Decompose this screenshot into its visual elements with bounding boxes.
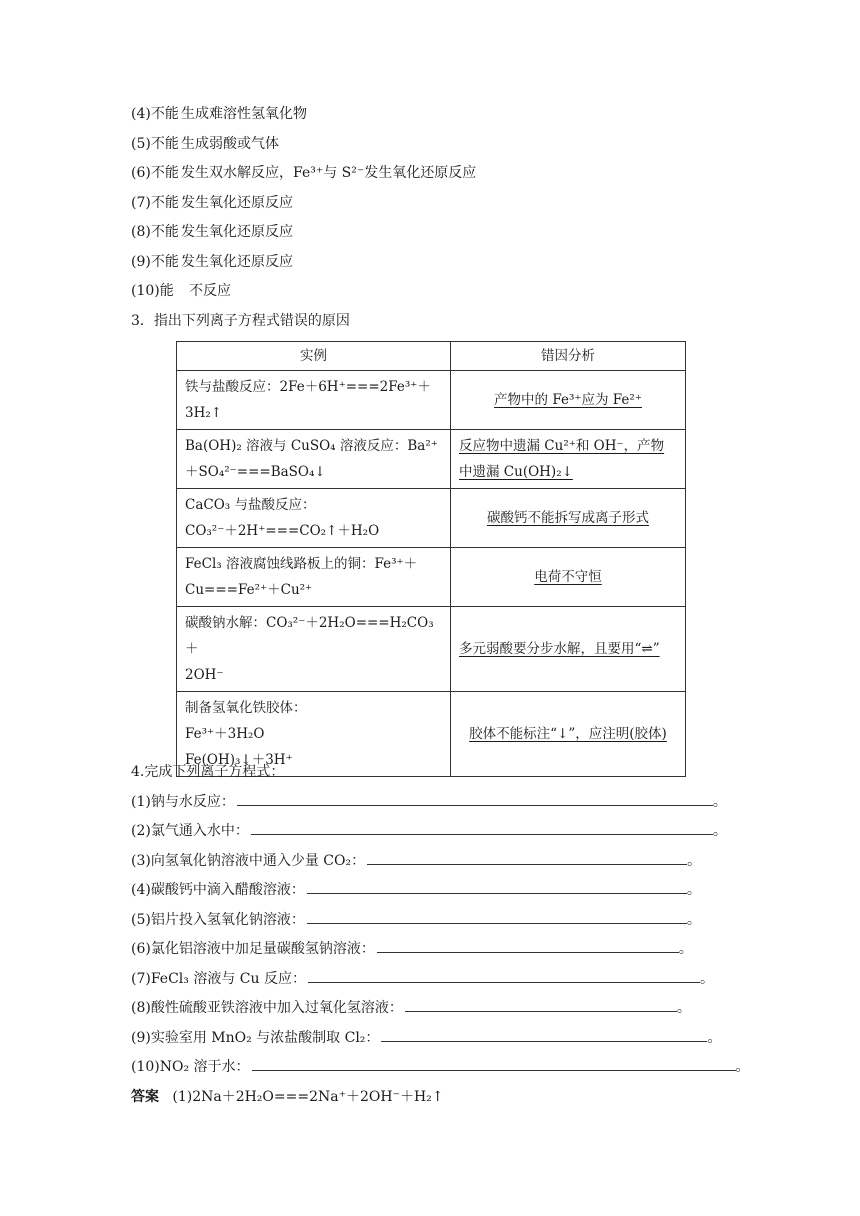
q4-item xyxy=(131,876,751,906)
analysis-cell xyxy=(451,430,686,489)
q2-text: 生成弱酸或气体 xyxy=(181,135,279,152)
analysis-text: 电荷不守恒 xyxy=(534,569,602,585)
example-line: 2OH⁻ xyxy=(185,667,224,683)
q2-text: 发生氧化还原反应 xyxy=(181,194,293,211)
q2-answer-list xyxy=(131,100,731,307)
q2-tag: (6)不能 xyxy=(131,165,179,181)
q2-tag: (9)不能 xyxy=(131,253,179,270)
example-line: 3H₂↑ xyxy=(185,405,223,421)
q2-text: 发生氧化还原反应 xyxy=(181,253,293,270)
q4-period: 。 xyxy=(686,882,701,898)
q2-text: 发生双水解反应，Fe³⁺与 S²⁻发生氧化还原反应 xyxy=(181,165,477,181)
analysis-text: 反应物中遗漏 Cu²⁺和 OH⁻，产物中遗漏 Cu(OH)₂↓ xyxy=(459,438,665,480)
answer-blank[interactable] xyxy=(252,1054,736,1071)
q4-prompt: (9)实验室用 MnO₂ 与浓盐酸制取 Cl₂： xyxy=(131,1029,380,1046)
answer-blank[interactable] xyxy=(405,995,677,1012)
answer-blank[interactable] xyxy=(251,818,713,835)
example-cell xyxy=(177,489,451,548)
error-analysis-table xyxy=(176,341,686,777)
answer-blank[interactable] xyxy=(377,936,679,953)
q4-section xyxy=(131,758,751,1112)
q4-title: 4.完成下列离子方程式： xyxy=(131,764,285,780)
analysis-cell xyxy=(451,489,686,548)
example-line: CO₃²⁻＋2H⁺===CO₂↑＋H₂O xyxy=(185,523,380,539)
q4-prompt: (5)铝片投入氢氧化钠溶液： xyxy=(131,911,305,928)
q4-period: 。 xyxy=(687,852,702,869)
answer-blank[interactable] xyxy=(237,789,713,806)
q4-prompt: (8)酸性硫酸亚铁溶液中加入过氧化氢溶液： xyxy=(131,1000,403,1016)
q4-prompt: (1)钠与水反应： xyxy=(131,793,235,810)
example-line: 铁与盐酸反应：2Fe＋6H⁺===2Fe³⁺＋ xyxy=(185,379,431,395)
answer-blank[interactable] xyxy=(307,907,687,924)
q4-prompt: (3)向氢氧化钠溶液中通入少量 CO₂： xyxy=(131,852,366,869)
example-line: FeCl₃ 溶液腐蚀线路板上的铜：Fe³⁺＋ xyxy=(185,556,418,572)
q4-item xyxy=(131,847,751,877)
header-analysis: 错因分析 xyxy=(451,342,686,371)
example-line: ＋SO₄²⁻===BaSO₄↓ xyxy=(185,464,326,480)
analysis-text: 多元弱酸要分步水解，且要用“⇌” xyxy=(459,641,660,657)
example-line: Cu===Fe²⁺＋Cu²⁺ xyxy=(185,582,313,598)
q2-tag: (7)不能 xyxy=(131,194,179,211)
example-line: 制备氢氧化铁胶体： xyxy=(185,700,307,716)
example-cell xyxy=(177,430,451,489)
analysis-cell xyxy=(451,607,686,692)
example-line: 碳酸钠水解：CO₃²⁻＋2H₂O===H₂CO₃＋ xyxy=(185,615,434,657)
example-line: Fe³⁺＋3H₂O xyxy=(185,726,265,742)
analysis-cell xyxy=(451,371,686,430)
q2-tag: (10)能 xyxy=(131,283,174,299)
q2-text: 发生氧化还原反应 xyxy=(181,224,293,240)
q4-item xyxy=(131,1053,751,1083)
table-row xyxy=(177,371,686,430)
answer-blank[interactable] xyxy=(381,1025,707,1042)
q4-period: 。 xyxy=(707,1029,722,1046)
q4-prompt: (7)FeCl₃ 溶液与 Cu 反应： xyxy=(131,970,306,987)
q4-item xyxy=(131,965,751,995)
example-cell xyxy=(177,548,451,607)
q4-period: 。 xyxy=(699,970,714,987)
table-row xyxy=(177,607,686,692)
table-header-row xyxy=(177,342,686,371)
example-cell xyxy=(177,607,451,692)
q4-item xyxy=(131,906,751,936)
analysis-text: 碳酸钙不能拆写成离子形式 xyxy=(487,510,649,526)
header-example: 实例 xyxy=(177,342,451,371)
q2-item xyxy=(131,248,731,278)
q4-period: 。 xyxy=(676,1000,691,1016)
document-page xyxy=(131,100,750,1105)
q4-period: 。 xyxy=(678,941,693,957)
example-line: CaCO₃ 与盐酸反应： xyxy=(185,497,316,513)
q4-item xyxy=(131,935,751,965)
q4-item xyxy=(131,817,751,847)
q4-period: 。 xyxy=(735,1059,750,1075)
table-row xyxy=(177,430,686,489)
q2-text: 生成难溶性氢氧化物 xyxy=(181,106,307,122)
q2-item xyxy=(131,159,731,189)
q4-prompt: (4)碳酸钙中滴入醋酸溶液： xyxy=(131,882,305,898)
q4-item xyxy=(131,788,751,818)
q4-item xyxy=(131,1024,751,1054)
table-row xyxy=(177,489,686,548)
example-cell xyxy=(177,371,451,430)
q4-prompt: (2)氯气通入水中： xyxy=(131,823,249,839)
answer-label: 答案 xyxy=(131,1088,159,1105)
analysis-text: 胶体不能标注“↓”，应注明(胶体) xyxy=(469,726,667,742)
example-line: Fe(OH)₃↓＋3H⁺ xyxy=(185,752,293,768)
q4-item xyxy=(131,994,751,1024)
q2-tag: (4)不能 xyxy=(131,106,179,122)
q2-item xyxy=(131,218,731,248)
analysis-cell xyxy=(451,548,686,607)
q4-period: 。 xyxy=(712,823,727,839)
answer-text: (1)2Na＋2H₂O===2Na⁺＋2OH⁻＋H₂↑ xyxy=(172,1088,444,1105)
q4-period: 。 xyxy=(712,793,727,810)
q4-prompt: (6)氯化铝溶液中加足量碳酸氢钠溶液： xyxy=(131,941,375,957)
q4-period: 。 xyxy=(686,911,701,928)
table-row xyxy=(177,548,686,607)
q2-tag: (5)不能 xyxy=(131,135,179,152)
answer-blank[interactable] xyxy=(307,877,687,894)
q2-item xyxy=(131,130,731,160)
q2-item xyxy=(131,277,731,307)
answer-line xyxy=(131,1083,751,1113)
example-line: Ba(OH)₂ 溶液与 CuSO₄ 溶液反应：Ba²⁺ xyxy=(185,438,438,454)
q2-tag: (8)不能 xyxy=(131,224,179,240)
q2-item xyxy=(131,189,731,219)
answer-blank[interactable] xyxy=(308,966,700,983)
q2-item xyxy=(131,100,731,130)
q2-text: 不反应 xyxy=(189,283,231,299)
q4-prompt: (10)NO₂ 溶于水： xyxy=(131,1059,250,1075)
answer-blank[interactable] xyxy=(367,848,687,865)
q3-title: 3．指出下列离子方程式错误的原因 xyxy=(131,312,350,329)
analysis-text: 产物中的 Fe³⁺应为 Fe²⁺ xyxy=(494,392,642,408)
